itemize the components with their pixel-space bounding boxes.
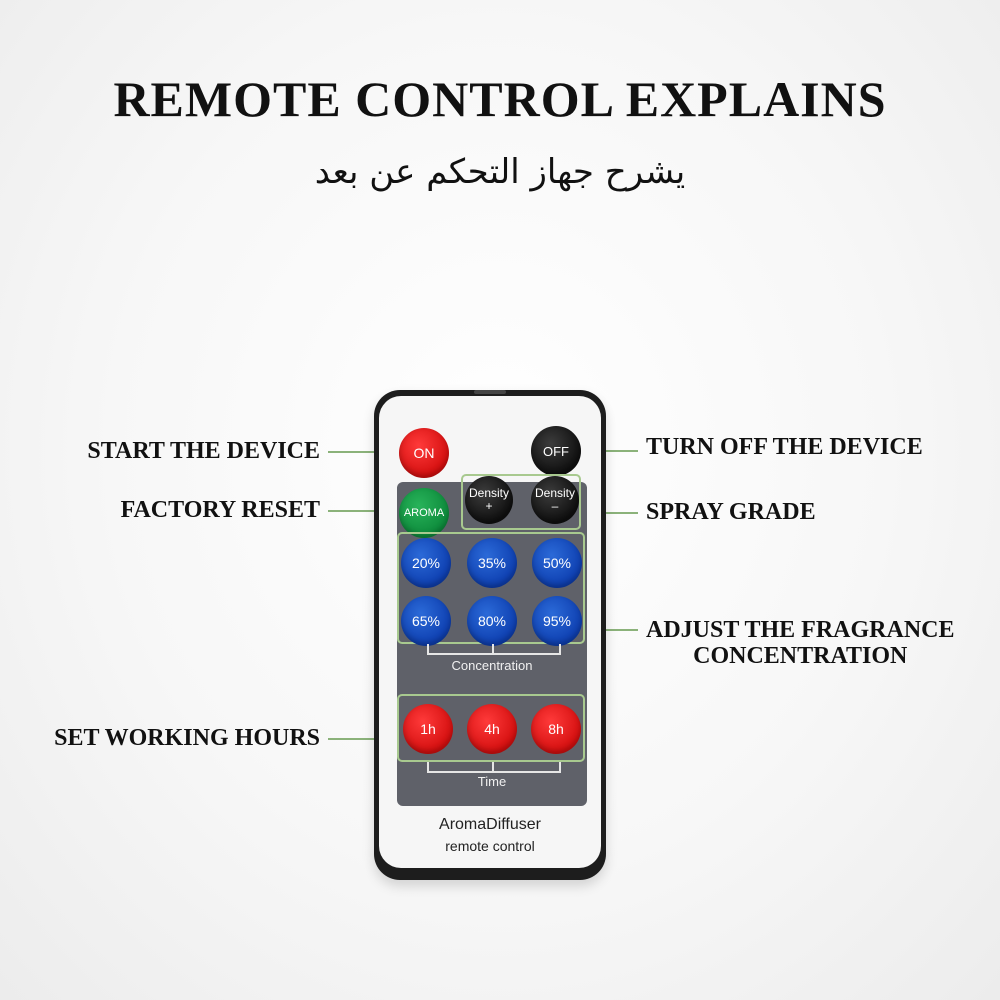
on-button[interactable]: ON — [399, 428, 449, 478]
time-bracket-mid — [492, 762, 494, 771]
density-minus-label: Density — [534, 486, 575, 500]
density-plus-button[interactable] — [465, 476, 513, 524]
concentration-80-button[interactable]: 80% — [467, 596, 517, 646]
concentration-35-button[interactable]: 35% — [467, 538, 517, 588]
remote-control — [374, 390, 606, 880]
density-minus-sign: – — [551, 499, 559, 513]
page-subtitle-arabic: يشرح جهاز التحكم عن بعد — [314, 152, 686, 192]
callout-turn-off-device: TURN OFF THE DEVICE — [646, 434, 923, 460]
remote-notch — [474, 390, 506, 394]
page-title: REMOTE CONTROL EXPLAINS — [113, 71, 887, 127]
density-plus-sign: + — [485, 499, 493, 513]
brand-name: AromaDiffuser — [439, 816, 541, 833]
time-caption: Time — [477, 774, 507, 789]
callout-set-working-hours: SET WORKING HOURS — [54, 725, 320, 751]
concentration-caption: Concentration — [451, 658, 533, 673]
density-plus-label: Density — [468, 486, 509, 500]
aroma-button[interactable]: AROMA — [399, 488, 449, 538]
callout-adjust-line2: CONCENTRATION — [693, 643, 908, 669]
callout-adjust-fragrance — [646, 617, 955, 669]
concentration-bracket — [427, 644, 561, 655]
callout-spray-grade: SPRAY GRADE — [646, 499, 816, 525]
brand-subtitle: remote control — [445, 838, 535, 854]
time-bracket — [427, 762, 561, 773]
concentration-bracket-mid — [492, 644, 494, 653]
density-minus-button[interactable] — [531, 476, 579, 524]
remote-face — [379, 396, 601, 868]
button-panel — [397, 482, 587, 806]
concentration-65-button[interactable]: 65% — [401, 596, 451, 646]
time-8h-button[interactable]: 8h — [531, 704, 581, 754]
concentration-50-button[interactable]: 50% — [532, 538, 582, 588]
time-4h-button[interactable]: 4h — [467, 704, 517, 754]
callout-start-device: START THE DEVICE — [87, 438, 320, 464]
time-1h-button[interactable]: 1h — [403, 704, 453, 754]
callout-factory-reset: FACTORY RESET — [120, 497, 320, 523]
concentration-20-button[interactable]: 20% — [401, 538, 451, 588]
off-button[interactable]: OFF — [531, 426, 581, 476]
concentration-95-button[interactable]: 95% — [532, 596, 582, 646]
callout-adjust-line1: ADJUST THE FRAGRANCE — [646, 617, 955, 643]
